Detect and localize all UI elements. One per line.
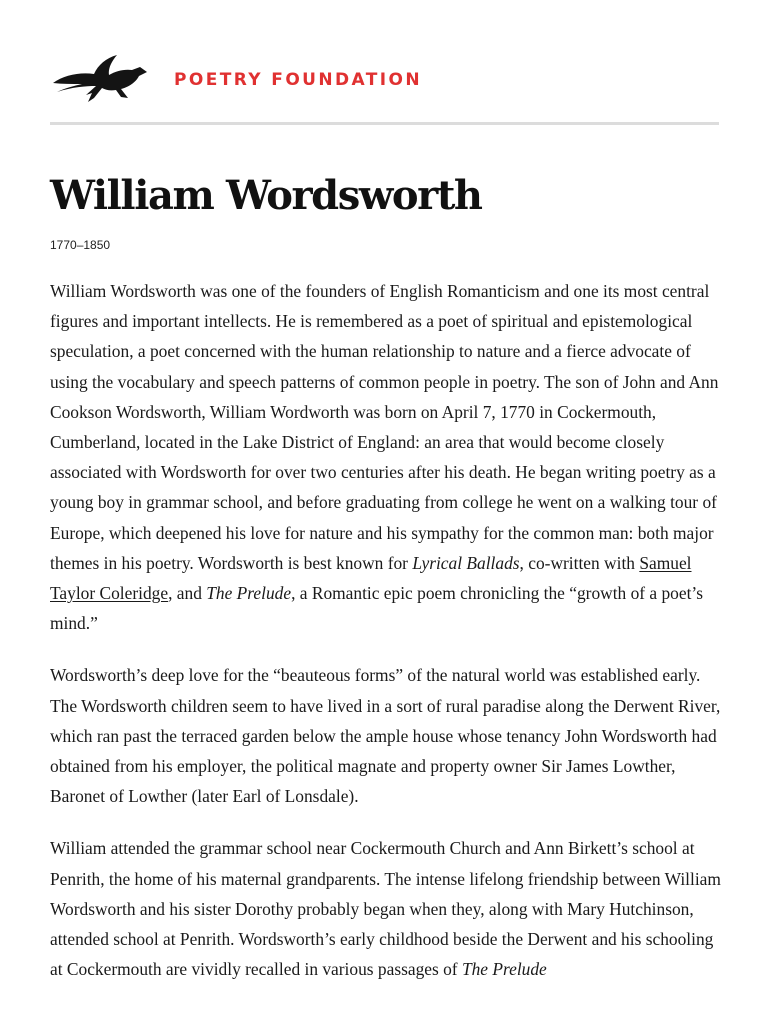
coleridge-link[interactable]: Samuel Taylor Coleridge <box>50 552 692 604</box>
brand-name[interactable]: POETRY FOUNDATION <box>174 70 422 90</box>
paragraph-3: William attended the grammar school near Cockermouth Church and Ann Birkett’s school at Penrith, the home of his maternal grandparents. The intense lifelong friendship between William Wordsworth and his sister Dorothy probably began when they, along with Mary Hutchinson, attended school at Penrith. Wordsworth’s early childhood beside the Derwent and his schooling at Cockermouth are vividly recalled in various passages of The Prelude <box>50 838 721 980</box>
paragraph-2: Wordsworth’s deep love for the “beauteous forms” of the natural world was established early. The Wordsworth children seem to have lived in a sort of rural paradise along the Derwent River, which ran past the terraced garden below the ample house whose tenancy John Wordsworth had obtained from his employer, the political magnate and property owner Sir James Lowther, Baronet of Lowther (later Earl of Lonsdale). <box>50 665 721 807</box>
header-divider <box>50 122 719 125</box>
site-header <box>50 46 720 106</box>
poet-dates: 1770–1850 <box>50 238 111 252</box>
bird-icon[interactable] <box>50 50 148 108</box>
biography <box>50 276 722 1006</box>
paragraph-1: William Wordsworth was one of the founders of English Romanticism and one its most central figures and important intellects. He is remembered as a poet of spiritual and epistemological speculation, a poet concerned with the human relationship to nature and a fierce advocate of using the vocabulary and speech patterns of common people in poetry. The son of John and Ann Cookson Wordsworth, William Wordworth was born on April 7, 1770 in Cockermouth, Cumberland, located in the Lake District of England: an area that would become closely associated with Wordsworth for over two centuries after his death. He began writing poetry as a young boy in grammar school, and before graduating from college he went on a walking tour of Europe, which deepened his love for nature and his sympathy for the common man: both major themes in his poetry. Wordsworth is best known for Lyrical Ballads, co-written with Samuel Taylor Coleridge, and The Prelude, a Romantic epic poem chronicling the “growth of a poet’s mind.” <box>50 281 719 634</box>
poet-name: William Wordsworth <box>50 172 482 219</box>
